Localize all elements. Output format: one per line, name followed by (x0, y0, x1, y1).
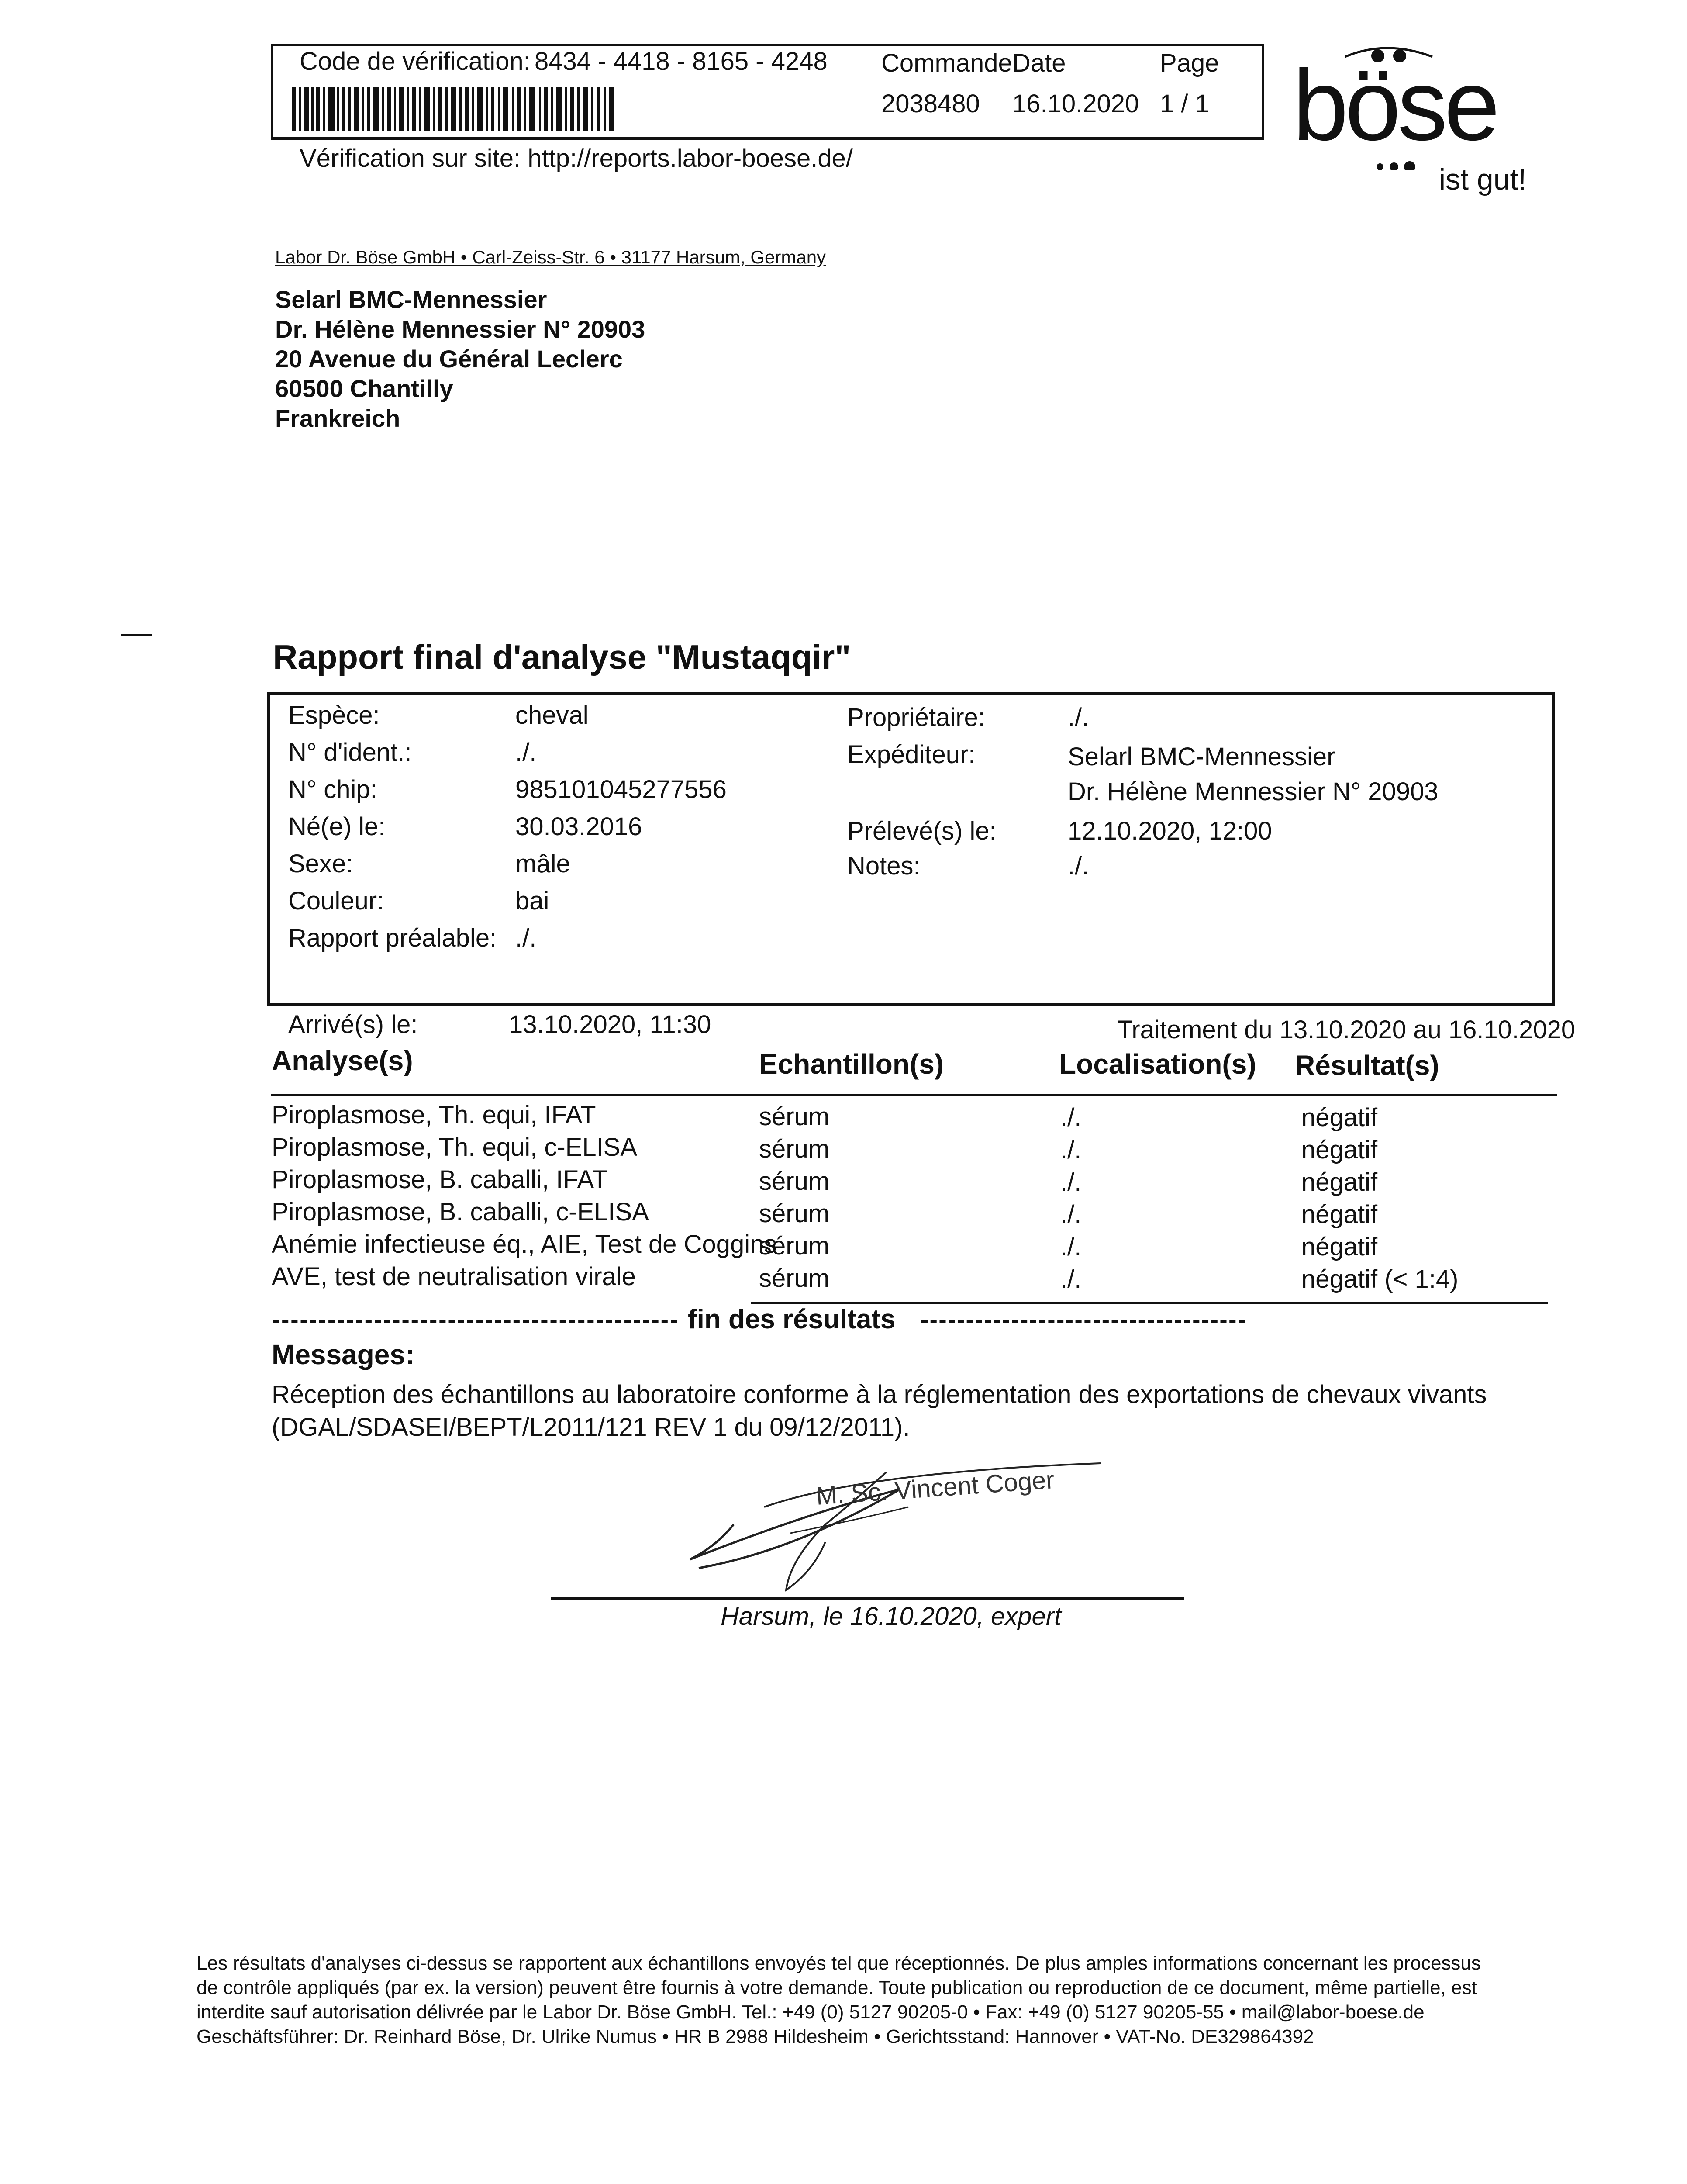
footer (197, 1951, 1481, 2049)
location-cell: ./. (1060, 1200, 1082, 1229)
verification-label: Code de vérification: (300, 47, 531, 76)
result-cell: négatif (1301, 1233, 1378, 1261)
logo-tagline: ist gut! (1439, 163, 1527, 196)
order-label: Commande (881, 49, 1012, 77)
arrival-value: 13.10.2020, 11:30 (509, 1010, 711, 1039)
footer-line: interdite sauf autorisation délivrée par le Labor Dr. Böse GmbH. Tel.: +49 (0) 5127 90205-0 • Fax: +49 (0) 5127 90205-55 • mail@labor-boese.de (197, 2001, 1425, 2023)
born-label: Né(e) le: (288, 812, 386, 841)
prior-report-value: ./. (515, 924, 537, 952)
table-row (271, 1133, 1557, 1165)
recipient-address (275, 285, 645, 433)
recipient-line: Frankreich (275, 404, 400, 432)
sex-label: Sexe: (288, 850, 353, 878)
col-header-sample: Echantillon(s) (759, 1048, 944, 1080)
report-title: Rapport final d'analyse "Mustaqqir" (273, 638, 851, 676)
analysis-cell: Piroplasmose, Th. equi, c-ELISA (272, 1133, 638, 1161)
analysis-cell: Piroplasmose, B. caballi, c-ELISA (272, 1198, 649, 1226)
result-cell: négatif (1301, 1136, 1378, 1164)
order-number: 2038480 (881, 90, 980, 118)
analysis-cell: Piroplasmose, B. caballi, IFAT (272, 1165, 608, 1194)
fold-mark (121, 634, 152, 636)
signature-caption: Harsum, le 16.10.2020, expert (721, 1602, 1062, 1631)
table-row (271, 1165, 1557, 1198)
recipient-line: Selarl BMC-Mennessier (275, 286, 547, 313)
sender-label: Expéditeur: (847, 740, 976, 769)
col-header-result: Résultat(s) (1295, 1050, 1439, 1081)
recipient-line: 60500 Chantilly (275, 375, 453, 402)
verification-site: Vérification sur site: http://reports.labor-boese.de/ (300, 144, 853, 173)
prior-report-label: Rapport préalable: (288, 924, 497, 952)
results-table-body (271, 1101, 1557, 1295)
signature (681, 1455, 1109, 1603)
sampled-value: 12.10.2020, 12:00 (1068, 817, 1272, 845)
page-number: 1 / 1 (1160, 90, 1209, 118)
sample-cell: sérum (759, 1135, 830, 1163)
notes-label: Notes: (847, 852, 921, 880)
signature-name: M. Sc. Vincent Coger (815, 1465, 1056, 1510)
chip-label: N° chip: (288, 775, 377, 804)
location-cell: ./. (1060, 1168, 1082, 1196)
messages-line-1: Réception des échantillons au laboratoire conforme à la réglementation des exportations de chevaux vivants (272, 1380, 1487, 1409)
barcode (292, 87, 617, 131)
recipient-line: Dr. Hélène Mennessier N° 20903 (275, 315, 645, 343)
location-cell: ./. (1060, 1233, 1082, 1261)
sex-value: mâle (515, 850, 570, 878)
report-date: 16.10.2020 (1012, 90, 1139, 118)
table-row (271, 1101, 1557, 1133)
result-cell: négatif (1301, 1200, 1378, 1229)
animal-info-box (267, 692, 1555, 1006)
color-value: bai (515, 887, 549, 915)
table-row (271, 1198, 1557, 1230)
analysis-cell: Piroplasmose, Th. equi, IFAT (272, 1101, 596, 1129)
species-value: cheval (515, 701, 589, 729)
analysis-cell: AVE, test de neutralisation virale (272, 1262, 636, 1291)
result-cell: négatif (1301, 1168, 1378, 1196)
end-dash-left (273, 1320, 677, 1323)
signature-line (551, 1597, 1184, 1600)
verification-code: 8434 - 4418 - 8165 - 4248 (535, 47, 828, 76)
ident-label: N° d'ident.: (288, 738, 412, 767)
location-cell: ./. (1060, 1136, 1082, 1164)
col-header-location: Localisation(s) (1059, 1048, 1256, 1080)
messages-title: Messages: (272, 1339, 415, 1370)
result-cell: négatif (< 1:4) (1301, 1265, 1459, 1293)
page-label: Page (1160, 49, 1219, 77)
messages-line-2: (DGAL/SDASEI/BEPT/L2011/121 REV 1 du 09/12/2011). (272, 1413, 910, 1441)
footer-line: Geschäftsführer: Dr. Reinhard Böse, Dr. Ulrike Numus • HR B 2988 Hildesheim • Gerichtsstand: Hannover • VAT-No. DE329864392 (197, 2026, 1314, 2047)
result-cell: négatif (1301, 1103, 1378, 1132)
treatment-period: Traitement du 13.10.2020 au 16.10.2020 (1117, 1016, 1576, 1044)
analysis-cell: Anémie infectieuse éq., AIE, Test de Coggins (272, 1230, 777, 1258)
born-value: 30.03.2016 (515, 812, 642, 841)
sample-cell: sérum (759, 1264, 830, 1292)
date-label: Date (1012, 49, 1066, 77)
color-label: Couleur: (288, 887, 384, 915)
table-row (271, 1262, 1557, 1295)
sender-address-line: Labor Dr. Böse GmbH • Carl-Zeiss-Str. 6 • 31177 Harsum, Germany (275, 247, 826, 267)
table-header-rule (271, 1094, 1557, 1096)
chip-value: 985101045277556 (515, 775, 727, 804)
col-header-analysis: Analyse(s) (272, 1045, 413, 1076)
end-dash-right (921, 1320, 1245, 1323)
footer-line: de contrôle appliqués (par ex. la version) peuvent être fournis à votre demande. Toute publication ou reproduction de ce document, même partielle, est (197, 1977, 1477, 1998)
footer-line: Les résultats d'analyses ci-dessus se rapportent aux échantillons envoyés tel que réceptionnés. De plus amples informations concernant les processus (197, 1952, 1481, 1974)
ident-value: ./. (515, 738, 537, 767)
location-cell: ./. (1060, 1103, 1082, 1132)
arrival-label: Arrivé(s) le: (288, 1010, 418, 1039)
sampled-label: Prélevé(s) le: (847, 817, 997, 845)
sample-cell: sérum (759, 1167, 830, 1196)
sample-cell: sérum (759, 1199, 830, 1228)
end-of-results: fin des résultats (688, 1304, 896, 1334)
sample-cell: sérum (759, 1232, 830, 1260)
table-row (271, 1230, 1557, 1262)
owner-label: Propriétaire: (847, 703, 985, 732)
location-cell: ./. (1060, 1265, 1082, 1293)
sender-value-1: Selarl BMC-Mennessier (1068, 743, 1335, 771)
sender-value-2: Dr. Hélène Mennessier N° 20903 (1068, 778, 1439, 806)
boese-logo (1293, 39, 1555, 170)
owner-value: ./. (1068, 703, 1089, 732)
species-label: Espèce: (288, 701, 380, 729)
recipient-line: 20 Avenue du Général Leclerc (275, 345, 623, 373)
sample-cell: sérum (759, 1102, 830, 1131)
logo-wordmark: böse (1293, 49, 1497, 161)
notes-value: ./. (1068, 852, 1089, 880)
